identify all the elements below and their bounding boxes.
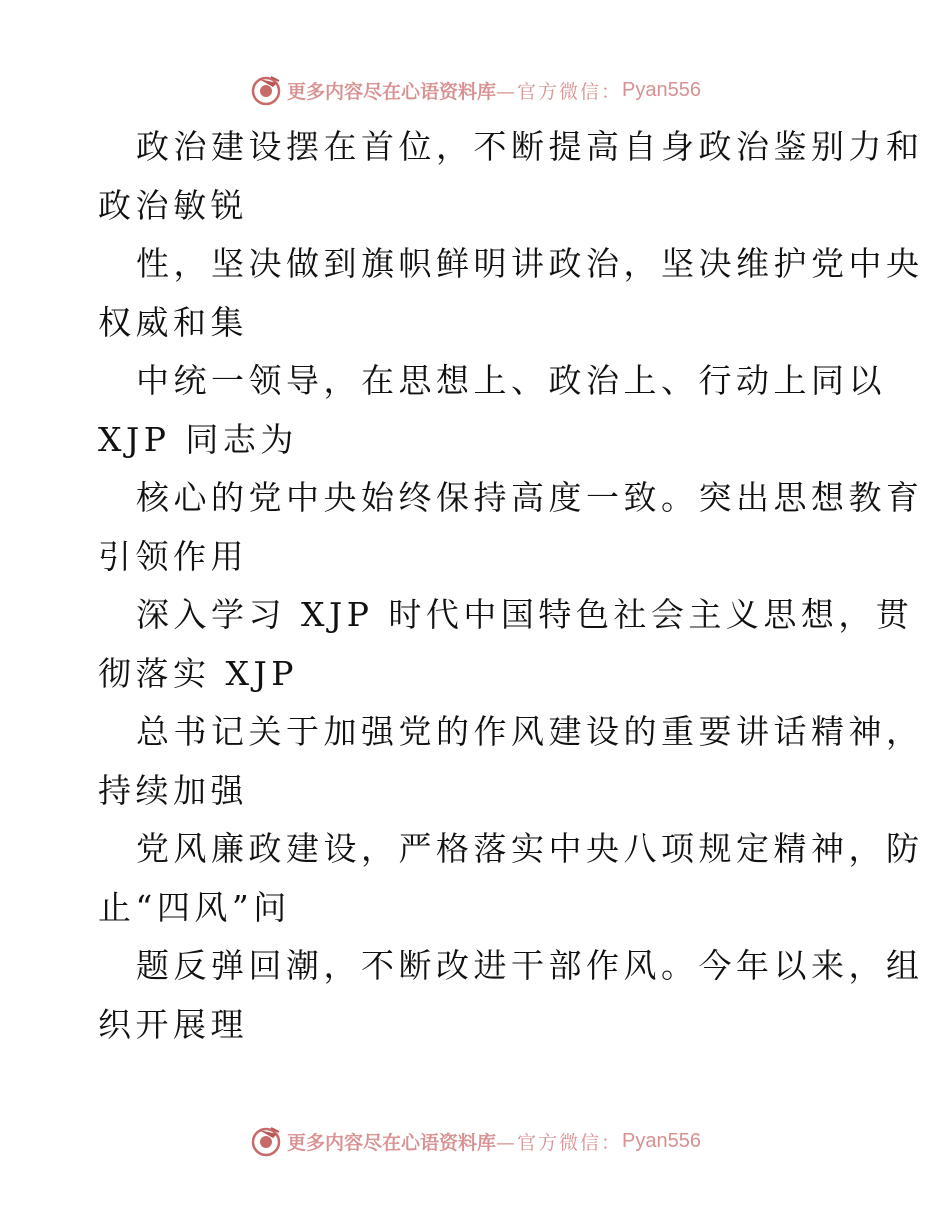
text-line: 核心的党中央始终保持高度一致。突出思想教育 bbox=[136, 478, 924, 517]
text-line: 性，坚决做到旗帜鲜明讲政治，坚决维护党中央 bbox=[136, 244, 924, 283]
text-line: 总书记关于加强党的作风建设的重要讲话精神， bbox=[136, 712, 924, 751]
brand-logo-icon bbox=[249, 1124, 283, 1158]
brand-logo-icon bbox=[249, 73, 283, 107]
text-line: 权威和集 bbox=[98, 302, 248, 342]
text-line: 党风廉政建设，严格落实中央八项规定精神，防 bbox=[136, 829, 924, 868]
watermark-id: Pyan556 bbox=[622, 78, 701, 101]
text-line: 政治建设摆在首位，不断提高自身政治鉴别力和 bbox=[136, 127, 924, 166]
text-line: 题反弹回潮，不断改进干部作风。今年以来，组 bbox=[136, 946, 924, 985]
text-line: 止“四风”问 bbox=[98, 887, 291, 927]
text-line: 政治敏锐 bbox=[98, 185, 248, 225]
document-body bbox=[98, 118, 924, 1054]
watermark-brand: 更多内容尽在心语资料库 bbox=[287, 1131, 497, 1154]
text-line: 彻落实 XJP bbox=[98, 653, 298, 693]
watermark-official: —官方微信： bbox=[496, 1131, 623, 1154]
text-line: 中统一领导，在思想上、政治上、行动上同以 bbox=[136, 361, 886, 400]
watermark-brand: 更多内容尽在心语资料库 bbox=[287, 80, 497, 103]
text-line: 持续加强 bbox=[98, 770, 248, 810]
text-line: 引领作用 bbox=[98, 536, 248, 576]
text-line: XJP 同志为 bbox=[98, 419, 298, 459]
watermark-official: —官方微信： bbox=[496, 80, 623, 103]
footer-watermark bbox=[0, 1121, 950, 1161]
text-line: 织开展理 bbox=[98, 1004, 248, 1044]
text-line: 深入学习 XJP 时代中国特色社会主义思想，贯 bbox=[136, 595, 914, 634]
watermark-id: Pyan556 bbox=[622, 1129, 701, 1152]
header-watermark bbox=[0, 70, 950, 110]
